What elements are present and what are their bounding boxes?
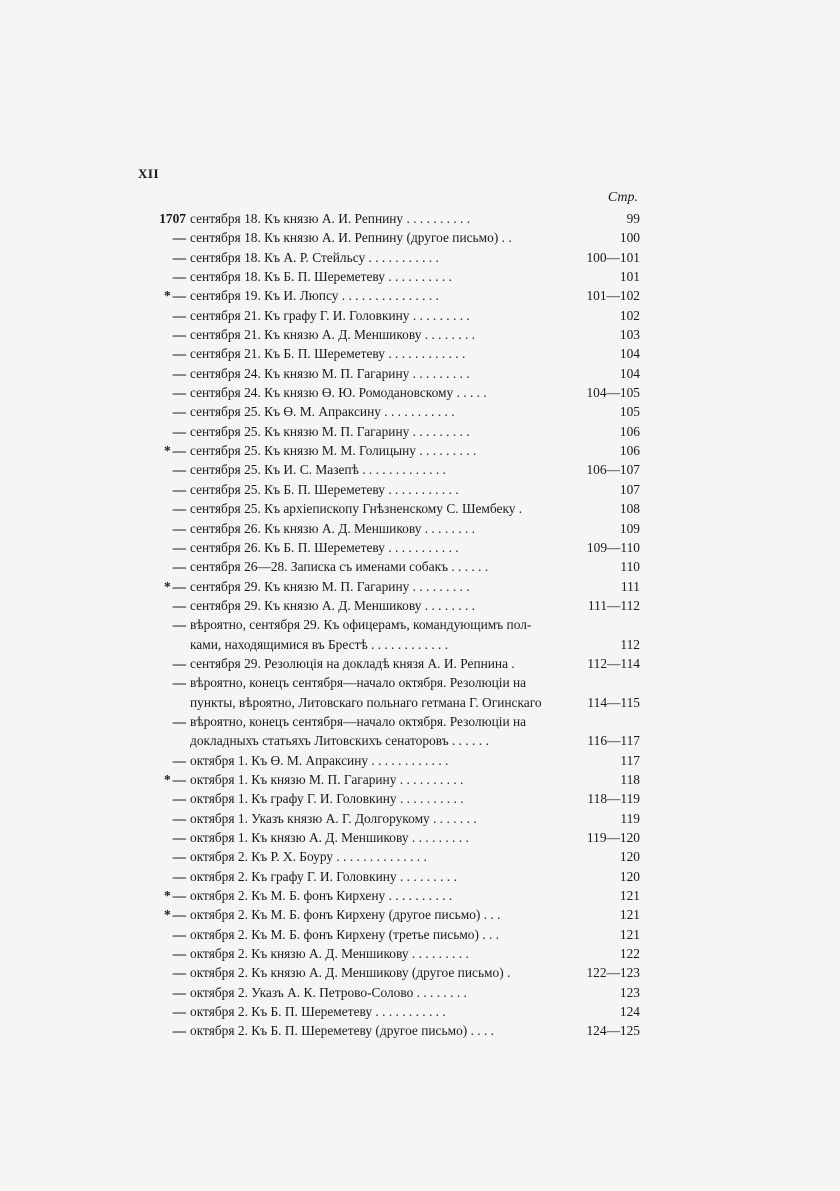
entry-title: сентября 18. Къ А. Р. Стейльсу . . . . . . . . . . . (190, 249, 439, 265)
toc-entry (148, 635, 640, 654)
toc-entry (148, 828, 640, 847)
entry-title: октября 2. Къ М. Б. фонъ Кирхену . . . . . . . . . . (190, 888, 453, 904)
entry-page-range: 104—105 (586, 385, 640, 401)
entry-asterisk-mark: * (164, 288, 171, 304)
entry-year-or-dash: — (172, 385, 186, 401)
entry-year-or-dash: — (172, 404, 186, 420)
entry-title: сентября 25. Къ Б. П. Шереметеву . . . . . . . . . . . (190, 481, 459, 497)
toc-entry (148, 944, 640, 963)
entry-year-or-dash: — (172, 830, 186, 845)
entry-title: пункты, вѣроятно, Литовскаго польнаго гетмана Г. Огинскаго (190, 694, 542, 710)
entry-title: сентября 18. Къ князю А. И. Репнину (другое письмо) . . (190, 230, 512, 246)
entry-year-or-dash: — (172, 597, 186, 613)
toc-entry (148, 770, 640, 789)
toc-entry (148, 228, 640, 247)
entry-title: сентября 18. Къ князю А. И. Репнину . . . . . . . . . . (190, 211, 471, 226)
entry-title: сентября 25. Къ князю М. П. Гагарину . . . . . . . . . (190, 423, 470, 439)
entry-year-or-dash: — (172, 346, 186, 362)
entry-year-or-dash: — (172, 307, 186, 323)
entry-title: сентября 26—28. Записка съ именами собакъ . . . . . . (190, 559, 489, 575)
entry-year-or-dash: — (172, 946, 186, 962)
entry-year-or-dash: — (172, 481, 186, 497)
entry-year-or-dash: — (172, 965, 186, 981)
entry-year-or-dash: — (172, 462, 186, 478)
entry-year-or-dash: — (172, 849, 186, 865)
entry-page-range: 123 (619, 984, 640, 1000)
entry-year-or-dash: — (172, 288, 186, 304)
entry-year-or-dash: — (172, 907, 186, 923)
entry-year-or-dash: — (172, 249, 186, 265)
entry-page-range: 99 (626, 211, 640, 226)
toc-entry (148, 480, 640, 499)
entry-title: ками, находящимися въ Брестѣ . . . . . . . . . . . . (190, 636, 449, 652)
entry-page-range: 114—115 (587, 694, 640, 710)
toc-entry (148, 983, 640, 1002)
entry-title: октября 1. Указъ князю А. Г. Долгорукому . . . . . . . (190, 810, 477, 826)
toc-entry (148, 712, 640, 731)
entry-year-or-dash: — (172, 501, 186, 517)
entry-page-range: 121 (619, 926, 640, 942)
entry-page-range: 120 (619, 868, 640, 884)
toc-entry (148, 344, 640, 363)
entry-title: октября 2. Къ М. Б. фонъ Кирхену (третье письмо) . . . (190, 926, 500, 942)
entry-page-range: 106—107 (586, 462, 640, 478)
entry-title: сентября 21. Къ графу Г. И. Головкину . . . . . . . . . (190, 307, 470, 323)
entry-page-range: 105 (619, 404, 640, 420)
entry-asterisk-mark: * (164, 888, 171, 904)
toc-entry (148, 751, 640, 770)
entry-year-or-dash: — (172, 868, 186, 884)
entry-year-or-dash: — (172, 520, 186, 536)
entry-year-or-dash: — (172, 230, 186, 246)
entry-title: сентября 26. Къ Б. П. Шереметеву . . . . . . . . . . . (190, 539, 459, 555)
entry-asterisk-mark: * (164, 578, 171, 594)
entry-title: вѣроятно, конецъ сентября—начало октября. Резолюціи на (190, 675, 527, 691)
entry-page-range: 109—110 (586, 539, 640, 555)
toc-entry (148, 615, 640, 634)
entry-year-or-dash: — (172, 423, 186, 439)
entry-page-range: 102 (619, 307, 640, 323)
entry-year-or-dash: — (172, 752, 186, 768)
entry-year-or-dash: — (172, 269, 186, 285)
toc-entry (148, 1021, 640, 1040)
entry-title: сентября 18. Къ Б. П. Шереметеву . . . . . . . . . . (190, 269, 452, 285)
entry-page-range: 122—123 (586, 965, 640, 981)
toc-entry (148, 577, 640, 596)
entry-title: октября 2. Къ М. Б. фонъ Кирхену (другое письмо) . . . (190, 907, 501, 923)
entry-title: октября 2. Къ Б. П. Шереметеву (другое письмо) . . . . (190, 1023, 495, 1039)
entry-page-range: 106 (619, 423, 640, 439)
entry-year-or-dash: — (172, 888, 186, 904)
entry-title: сентября 21. Къ Б. П. Шереметеву . . . . . . . . . . . . (190, 346, 466, 362)
toc-entry (148, 460, 640, 479)
entry-page-range: 120 (619, 849, 640, 865)
entry-page-range: 116—117 (587, 733, 640, 749)
toc-entry (148, 596, 640, 615)
toc-entry (148, 557, 640, 576)
entry-title: октября 2. Указъ А. К. Петрово-Солово . . . . . . . . (190, 984, 467, 1000)
entry-page-range: 111 (620, 578, 640, 594)
entry-year-or-dash: — (172, 559, 186, 575)
entry-title: октября 1. Къ князю М. П. Гагарину . . . . . . . . . . (190, 771, 464, 787)
toc-entry (148, 905, 640, 924)
toc-entry (148, 499, 640, 518)
entry-title: сентября 29. Къ князю М. П. Гагарину . . . . . . . . . (190, 578, 470, 594)
entry-page-range: 108 (619, 501, 640, 517)
entry-page-range: 124 (619, 1004, 640, 1020)
entry-page-range: 118 (620, 771, 640, 787)
entry-title: октября 2. Къ графу Г. И. Головкину . . . . . . . . . (190, 868, 457, 884)
toc-entry (148, 809, 640, 828)
toc-entry (148, 886, 640, 905)
entry-page-range: 100—101 (586, 249, 640, 265)
toc-entry (148, 693, 640, 712)
entry-title: сентября 29. Къ князю А. Д. Меншикову . . . . . . . . (190, 597, 475, 613)
entry-year-or-dash: — (172, 810, 186, 826)
entry-year-or-dash: — (172, 926, 186, 942)
entry-page-range: 124—125 (586, 1023, 640, 1039)
toc-entry (148, 519, 640, 538)
entry-year-or-dash: — (172, 675, 186, 691)
toc-entry (148, 209, 640, 228)
entry-year-or-dash: — (172, 617, 186, 633)
entry-year-or-dash: — (172, 791, 186, 807)
entry-page-range: 110 (620, 559, 640, 575)
entry-page-range: 103 (619, 327, 640, 343)
entry-title: сентября 19. Къ И. Люпсу . . . . . . . . . . . . . . . (190, 288, 439, 304)
entry-page-range: 118—119 (587, 791, 640, 807)
entry-page-range: 121 (619, 907, 640, 923)
entry-page-range: 107 (619, 481, 640, 497)
entry-title: вѣроятно, конецъ сентября—начало октября. Резолюціи на (190, 713, 527, 729)
entry-title: октября 1. Къ графу Г. И. Головкину . . . . . . . . . . (190, 791, 464, 807)
toc-entry (148, 383, 640, 402)
entry-year-or-dash: — (172, 365, 186, 381)
entry-year-or-dash: — (172, 578, 186, 594)
entry-year-or-dash: — (172, 984, 186, 1000)
toc-entry (148, 867, 640, 886)
entry-title: сентября 21. Къ князю А. Д. Меншикову . . . . . . . . (190, 327, 475, 343)
table-of-contents (148, 209, 640, 1041)
entry-page-range: 112 (620, 636, 640, 652)
entry-title: сентября 25. Къ архіепископу Гнѣзненскому С. Шембеку . (190, 501, 523, 517)
entry-year-or-dash: — (172, 1023, 186, 1039)
entry-year-or-dash: — (172, 539, 186, 555)
entry-page-range: 104 (619, 365, 640, 381)
entry-title: октября 2. Къ князю А. Д. Меншикову (другое письмо) . (190, 965, 511, 981)
toc-entry (148, 925, 640, 944)
entry-asterisk-mark: * (164, 907, 171, 923)
entry-year-or-dash: — (172, 713, 186, 729)
entry-page-range: 106 (619, 443, 640, 459)
toc-entry (148, 402, 640, 421)
entry-year-or-dash: 1707 (159, 211, 186, 226)
toc-entry (148, 441, 640, 460)
entry-title: сентября 25. Къ Ө. М. Апраксину . . . . . . . . . . . (190, 404, 455, 420)
toc-entry (148, 364, 640, 383)
entry-year-or-dash: — (172, 655, 186, 671)
entry-title: сентября 25. Къ князю М. М. Голицыну . . . . . . . . . (190, 443, 477, 459)
toc-entry (148, 286, 640, 305)
toc-entry (148, 654, 640, 673)
entry-year-or-dash: — (172, 327, 186, 343)
toc-entry (148, 673, 640, 692)
entry-page-range: 112—114 (587, 655, 640, 671)
toc-entry (148, 267, 640, 286)
entry-page-range: 121 (619, 888, 640, 904)
entry-page-range: 122 (619, 946, 640, 962)
toc-entry (148, 1002, 640, 1021)
entry-page-range: 119 (620, 810, 640, 826)
toc-entry (148, 789, 640, 808)
toc-entry (148, 248, 640, 267)
entry-title: октября 1. Къ князю А. Д. Меншикову . . . . . . . . . (190, 830, 469, 845)
entry-page-range: 100 (619, 230, 640, 246)
entry-title: сентября 29. Резолюція на докладѣ князя А. И. Репнина . (190, 655, 515, 671)
entry-asterisk-mark: * (164, 771, 171, 787)
toc-entry (148, 538, 640, 557)
entry-title: октября 1. Къ Ө. М. Апраксину . . . . . . . . . . . . (190, 752, 449, 768)
toc-entry (148, 963, 640, 982)
entry-year-or-dash: — (172, 771, 186, 787)
entry-year-or-dash: — (172, 1004, 186, 1020)
entry-title: октября 2. Къ Б. П. Шереметеву . . . . . . . . . . . (190, 1004, 446, 1020)
entry-title: сентября 24. Къ князю М. П. Гагарину . . . . . . . . . (190, 365, 470, 381)
entry-title: сентября 25. Къ И. С. Мазепѣ . . . . . . . . . . . . . (190, 462, 446, 478)
entry-page-range: 111—112 (587, 597, 640, 613)
entry-year-or-dash: — (172, 443, 186, 459)
pages-column-heading: Стр. (607, 190, 638, 205)
entry-title: докладныхъ статьяхъ Литовскихъ сенаторовъ . . . . . . (190, 733, 489, 749)
entry-page-range: 109 (619, 520, 640, 536)
entry-title: сентября 26. Къ князю А. Д. Меншикову . . . . . . . . (190, 520, 475, 536)
entry-page-range: 101 (619, 269, 640, 285)
entry-title: сентября 24. Къ князю Ө. Ю. Ромодановскому . . . . . (190, 385, 487, 401)
page-number: XII (138, 166, 160, 181)
toc-entry (148, 731, 640, 750)
entry-title: октября 2. Къ Р. Х. Боуру . . . . . . . . . . . . . . (190, 849, 427, 865)
entry-page-range: 104 (619, 346, 640, 362)
entry-title: вѣроятно, сентября 29. Къ офицерамъ, командующимъ пол- (190, 617, 532, 633)
toc-entry (148, 306, 640, 325)
entry-page-range: 119—120 (586, 830, 640, 845)
toc-entry (148, 847, 640, 866)
entry-title: октября 2. Къ князю А. Д. Меншикову . . . . . . . . . (190, 946, 469, 962)
entry-asterisk-mark: * (164, 443, 171, 459)
toc-entry (148, 325, 640, 344)
toc-entry (148, 422, 640, 441)
entry-page-range: 101—102 (586, 288, 640, 304)
entry-page-range: 117 (620, 752, 640, 768)
